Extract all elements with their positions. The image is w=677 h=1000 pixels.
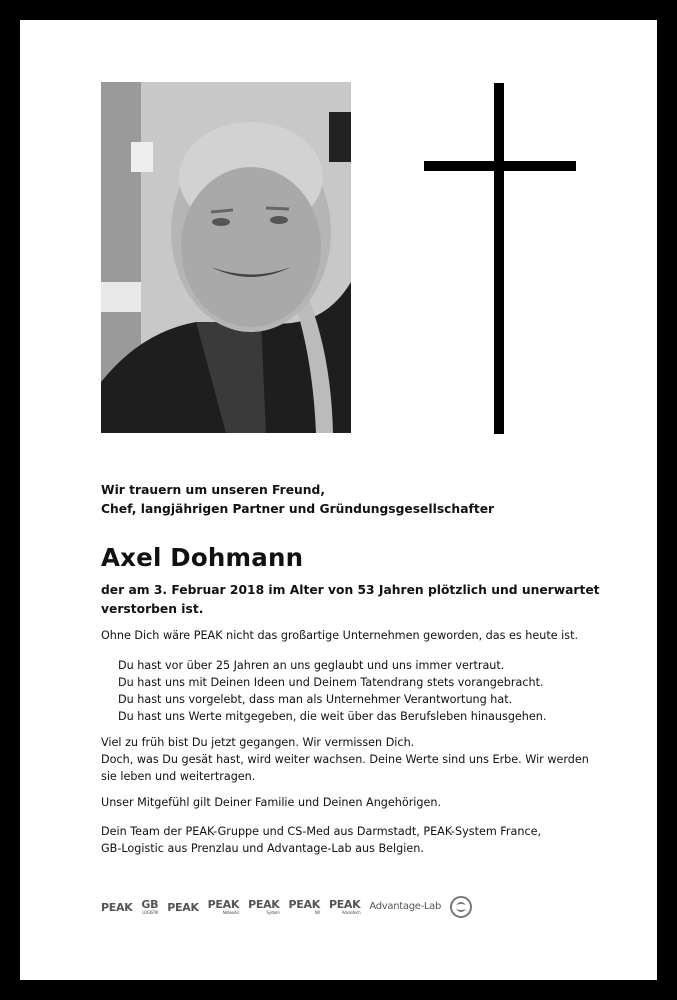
paragraph-2-line: Doch, was Du gesät hast, wird weiter wachsen. Deine Werte sind uns Erbe. Wir werden <box>101 753 589 766</box>
logo-subtext: NX <box>314 910 320 915</box>
deceased-name: Axel Dohmann <box>101 543 304 572</box>
paragraph-4-line: GB-Logistic aus Prenzlau und Advantage-Lab aus Belgien. <box>101 842 424 855</box>
peak-networks-logo <box>208 899 239 915</box>
cs-med-logo-icon <box>450 896 472 918</box>
paragraph-1: Ohne Dich wäre PEAK nicht das großartige Unternehmen geworden, das es heute ist. <box>101 629 579 642</box>
paragraph-4-line: Dein Team der PEAK-Gruppe und CS-Med aus Darmstadt, PEAK-System France, <box>101 825 542 838</box>
company-logos-row <box>101 894 576 920</box>
logo-text: Advantage-Lab <box>369 901 442 912</box>
peak-advantech-logo <box>329 899 360 915</box>
logo-text: GB <box>141 898 159 911</box>
tribute-line: Du hast uns Werte mitgegeben, die weit über das Berufsleben hinausgehen. <box>118 710 547 723</box>
intro-line: Wir trauern um unseren Freund, <box>101 483 326 497</box>
portrait-illustration <box>101 82 351 433</box>
peak-logo <box>167 902 198 913</box>
paragraph-2 <box>101 734 589 785</box>
advantage-lab-logo <box>369 902 441 912</box>
death-statement <box>101 581 600 619</box>
logo-text: PEAK <box>288 898 320 911</box>
portrait-photo <box>101 82 351 433</box>
cross-vertical-bar <box>494 83 504 434</box>
logo-text: PEAK <box>167 900 199 914</box>
indented-tribute <box>118 657 546 725</box>
tribute-line: Du hast uns mit Deinen Ideen und Deinem Tatendrang stets vorangebracht. <box>118 676 544 689</box>
death-line: verstorben ist. <box>101 602 204 616</box>
logo-text: PEAK <box>207 898 240 911</box>
logo-text: PEAK <box>248 898 280 911</box>
logo-subtext: LOGISTIK <box>142 910 159 915</box>
logo-subtext: Advantech <box>341 910 361 915</box>
gb-logistik-logo <box>141 899 158 915</box>
cross-icon <box>424 83 576 434</box>
paragraph-4 <box>101 823 541 857</box>
logo-subtext: System <box>266 910 280 915</box>
paragraph-2-line: Viel zu früh bist Du jetzt gegangen. Wir vermissen Dich. <box>101 736 415 749</box>
peak-logo <box>101 902 132 913</box>
obituary-sheet <box>20 20 657 980</box>
peak-system-logo <box>248 899 279 915</box>
intro-text <box>101 481 494 519</box>
paragraph-3: Unser Mitgefühl gilt Deiner Familie und Deinen Angehörigen. <box>101 796 442 809</box>
logo-text: PEAK <box>328 898 361 911</box>
tribute-line: Du hast vor über 25 Jahren an uns geglaubt und uns immer vertraut. <box>118 659 505 672</box>
peak-nx-logo <box>289 899 320 915</box>
intro-line: Chef, langjährigen Partner und Gründungsgesellschafter <box>101 502 495 516</box>
death-line: der am 3. Februar 2018 im Alter von 53 Jahren plötzlich und unerwartet <box>101 583 600 597</box>
logo-text: PEAK <box>101 900 133 914</box>
paragraph-2-line: sie leben und weitertragen. <box>101 770 256 783</box>
tribute-line: Du hast uns vorgelebt, dass man als Unternehmer Verantwortung hat. <box>118 693 513 706</box>
logo-subtext: Networks <box>222 910 240 915</box>
cross-horizontal-bar <box>424 161 576 171</box>
